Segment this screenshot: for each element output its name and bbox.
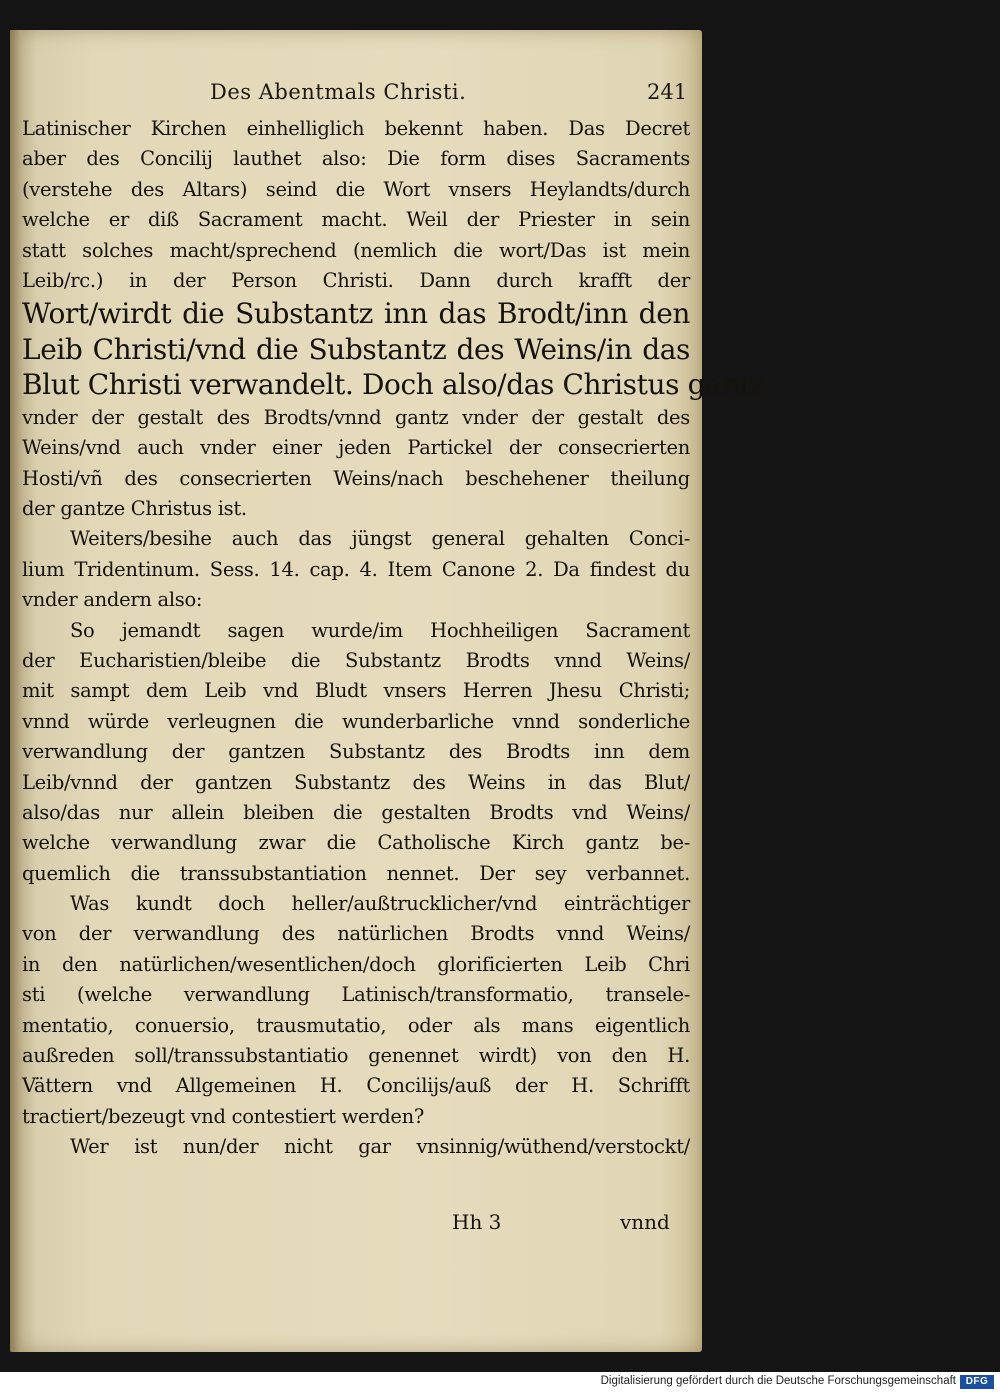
text-line: der gantze Christus ist.	[22, 497, 247, 521]
text-line: Wort/wirdt die Substantz inn das Brodt/inn den	[22, 297, 690, 331]
text-line: quemlich die transsubstantiation nennet. Der sey verbannet.	[22, 861, 690, 885]
text-line: Was kundt doch heller/außtrucklicher/vnd einträchtiger	[70, 892, 690, 916]
text-line: aber des Concilij lauthet also: Die form dises Sacraments	[22, 147, 690, 171]
page-gutter-shadow	[10, 30, 22, 1352]
text-line: vnder der gestalt des Brodts/vnnd gantz vnder der gestalt des	[22, 405, 690, 429]
running-head: Des Abentmals Christi.	[210, 80, 467, 104]
text-line: (verstehe des Altars) seind die Wort vnsers Heylandts/durch	[22, 177, 690, 201]
text-line: tractiert/bezeugt vnd contestiert werden?	[22, 1104, 425, 1128]
text-line: Latinischer Kirchen einhelliglich bekennt haben. Das Decret	[22, 117, 690, 140]
text-line: welche verwandlung zwar die Catholische Kirch gantz be-	[22, 831, 690, 855]
text-line: Weins/vnd auch vnder einer jeden Partickel der consecrierten	[22, 436, 690, 460]
text-line: außreden soll/transsubstantiatio genennet wirdt) von den H.	[22, 1044, 690, 1068]
text-line: vnnd würde verleugnen die wunderbarliche vnnd sonderliche	[22, 709, 690, 733]
text-line: Wer ist nun/der nicht gar vnsinnig/wüthend/verstockt/	[70, 1135, 690, 1159]
text-line: Leib Christi/vnd die Substantz des Weins/in das	[22, 332, 690, 366]
text-line: der Eucharistien/bleibe die Substantz Brodts vnnd Weins/	[22, 648, 690, 672]
text-line: verwandlung der gantzen Substantz des Brodts inn dem	[22, 740, 690, 764]
catchword: vnnd	[620, 1210, 670, 1234]
text-line: Hosti/vñ des consecrierten Weins/nach beschehener theilung	[22, 466, 690, 490]
text-line: mentatio, conuersio, trausmutatio, oder als mans eigentlich	[22, 1013, 690, 1037]
text-line: lium Tridentinum. Sess. 14. cap. 4. Item Canone 2. Da findest du	[22, 557, 690, 581]
funding-credit: Digitalisierung gefördert durch die Deutsche Forschungsgemeinschaft	[600, 1375, 956, 1387]
text-line: mit sampt dem Leib vnd Bludt vnsers Herren Jhesu Christi;	[22, 679, 690, 703]
text-line: vnder andern also:	[22, 588, 203, 612]
text-line: welche er diß Sacrament macht. Weil der Priester in sein	[22, 208, 690, 232]
dfg-logo: DFG	[960, 1375, 994, 1389]
text-line: Blut Christi verwandelt. Doch also/das Christus gantz	[22, 368, 765, 402]
text-line: So jemandt sagen wurde/im Hochheiligen Sacrament	[70, 618, 690, 642]
page-number: 241	[647, 80, 688, 104]
text-line: in den natürlichen/wesentlichen/doch glorificierten Leib Chri	[22, 952, 690, 976]
text-line: Leib/vnnd der gantzen Substantz des Weins in das Blut/	[22, 770, 690, 794]
text-line: Leib/rc.) in der Person Christi. Dann durch krafft der	[22, 268, 690, 292]
text-line: Vättern vnd Allgemeinen H. Concilijs/auß der H. Schrifft	[22, 1074, 690, 1098]
text-line: sti (welche verwandlung Latinisch/transformatio, transele-	[22, 983, 690, 1007]
text-line: also/das nur allein bleiben die gestalten Brodts vnd Weins/	[22, 800, 690, 824]
text-line: Weiters/besihe auch das jüngst general gehalten Conci-	[70, 527, 690, 551]
digitization-footer	[0, 1372, 1000, 1393]
text-line: von der verwandlung des natürlichen Brodts vnnd Weins/	[22, 922, 690, 946]
signature-mark: Hh 3	[452, 1210, 502, 1234]
body-text	[22, 114, 765, 1163]
text-line: statt solches macht/sprechend (nemlich die wort/Das ist mein	[22, 238, 690, 262]
